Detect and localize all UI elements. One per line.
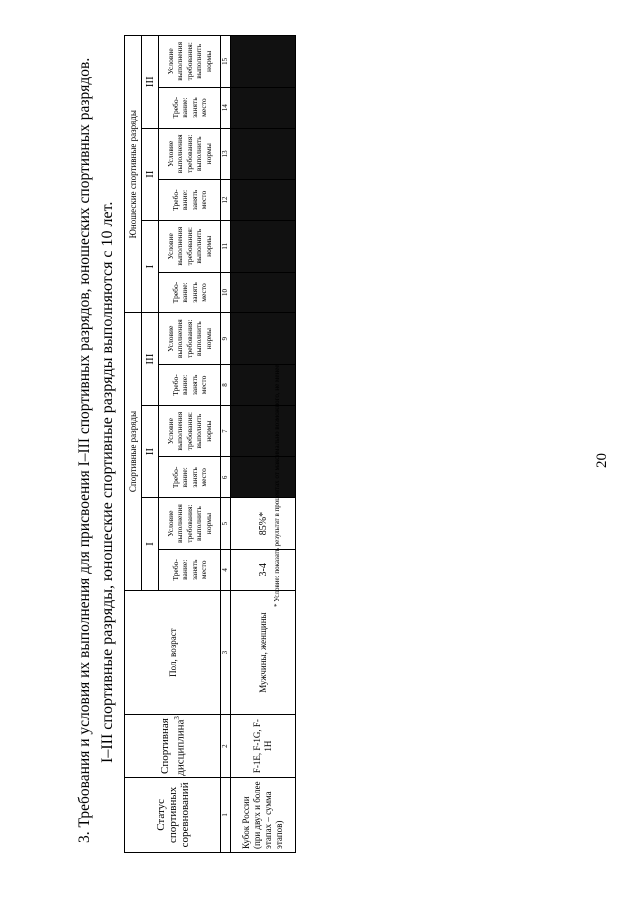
cell-norm-1: 85%* — [231, 498, 296, 550]
header-sport-rank-1: I — [142, 498, 159, 590]
header-sex-age: Пол, возраст — [125, 590, 221, 715]
header-req-place: Требо-вание: занять место — [159, 272, 221, 313]
cell-discipline: F-1E, F-1G, F-1H — [231, 715, 296, 777]
column-number: 6 — [221, 457, 231, 498]
cell-status: Кубок России (при двух и более этапах – сумма этапов) — [231, 777, 296, 852]
cell-sex-age: Мужчины, женщины — [231, 590, 296, 715]
header-youth-rank-3: III — [142, 36, 159, 129]
cell-shaded — [231, 365, 296, 406]
column-number: 4 — [221, 549, 231, 590]
cell-place-1: 3-4 — [231, 549, 296, 590]
column-number: 5 — [221, 498, 231, 550]
header-status: Статус спортивных соревнований — [125, 777, 221, 852]
cell-shaded — [231, 87, 296, 128]
column-number: 15 — [221, 36, 231, 88]
cell-shaded — [231, 36, 296, 88]
column-number: 14 — [221, 87, 231, 128]
header-cond-norm: Условие выполнения требования: выполнить нормы — [159, 313, 221, 365]
column-number: 9 — [221, 313, 231, 365]
cell-shaded — [231, 180, 296, 221]
header-sport-rank-2: II — [142, 405, 159, 497]
column-number: 7 — [221, 405, 231, 457]
cell-shaded — [231, 313, 296, 365]
cell-shaded — [231, 272, 296, 313]
requirements-table — [124, 35, 296, 853]
header-youth-rank-1: I — [142, 220, 159, 312]
header-req-place: Требо-вание: занять место — [159, 87, 221, 128]
section-heading: 3. Требования и условия их выполнения для присвоения I–III спортивных разрядов, юношеских спортивных разрядов. — [76, 57, 93, 843]
column-number: 1 — [221, 777, 231, 852]
header-youth-ranks: Юношеские спортивные разряды — [125, 36, 142, 313]
cell-shaded — [231, 220, 296, 272]
page-number: 20 — [594, 453, 610, 468]
header-cond-norm: Условие выполнения требования: выполнить нормы — [159, 405, 221, 457]
column-number: 3 — [221, 590, 231, 715]
header-req-place: Требо-вание: занять место — [159, 549, 221, 590]
header-sport-rank-3: III — [142, 313, 159, 405]
column-number: 11 — [221, 220, 231, 272]
column-number: 8 — [221, 365, 231, 406]
header-cond-norm: Условие выполнения требования: выполнить нормы — [159, 36, 221, 88]
header-cond-norm: Условие выполнения требования: выполнить нормы — [159, 128, 221, 180]
column-number: 13 — [221, 128, 231, 180]
header-sport-ranks: Спортивные разряды — [125, 313, 142, 590]
header-req-place: Требо-вание: занять место — [159, 365, 221, 406]
header-cond-norm: Условие выполнения требования: выполнить нормы — [159, 498, 221, 550]
cell-shaded — [231, 128, 296, 180]
section-subheading: I–III спортивные разряды, юношеские спортивные разряды выполняются с 10 лет. — [99, 201, 116, 763]
cell-shaded — [231, 457, 296, 498]
header-discipline: Спортивная дисциплина$^3$ — [125, 715, 221, 777]
column-number: 12 — [221, 180, 231, 221]
header-cond-norm: Условие выполнения требования: выполнить нормы — [159, 220, 221, 272]
header-req-place: Требо-вание: занять место — [159, 180, 221, 221]
column-number-row — [221, 36, 231, 853]
table-row — [231, 36, 296, 853]
table-footnote: * Условие: показать результат в процентах от максимально возможного, не менее — [273, 364, 281, 607]
header-req-place: Требо-вание: занять место — [159, 457, 221, 498]
column-number: 10 — [221, 272, 231, 313]
cell-shaded — [231, 405, 296, 457]
header-youth-rank-2: II — [142, 128, 159, 220]
column-number: 2 — [221, 715, 231, 777]
